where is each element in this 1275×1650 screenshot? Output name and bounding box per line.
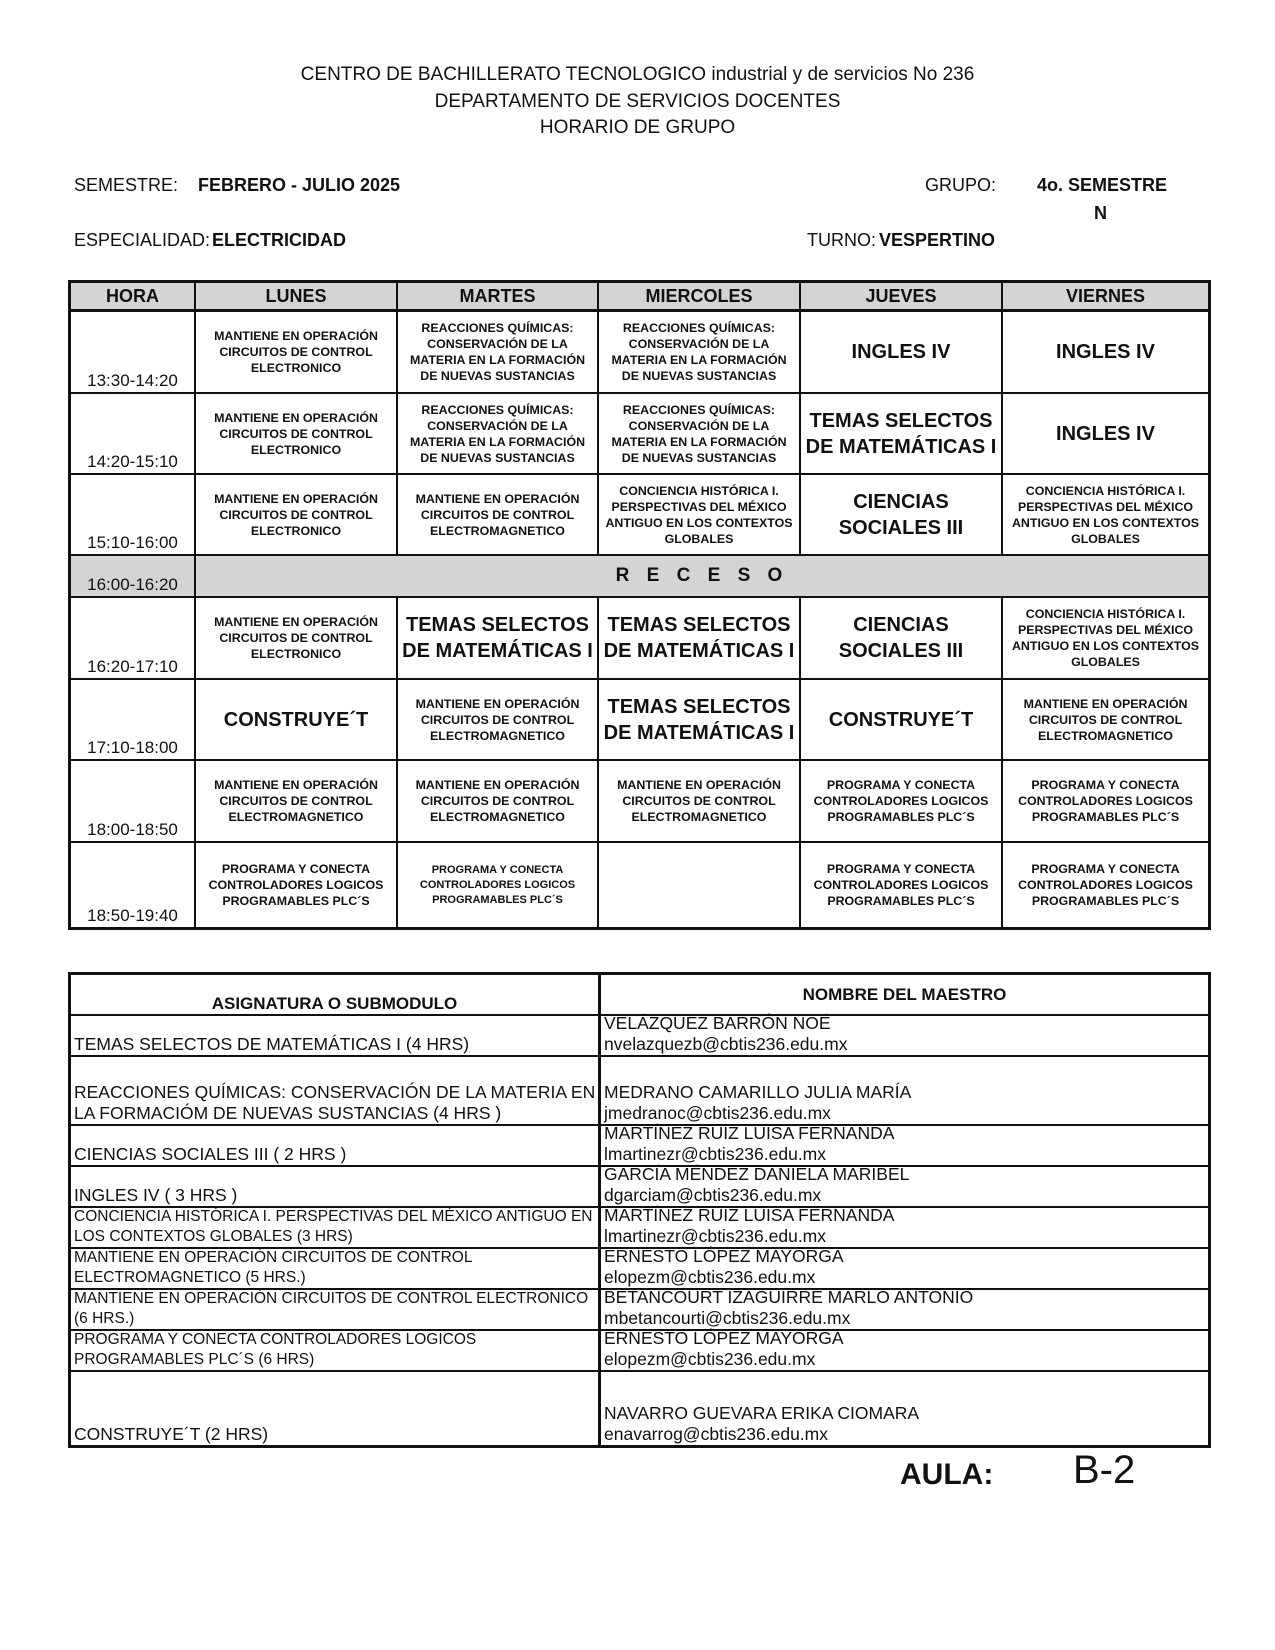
teacher-email: nvelazquezb@cbtis236.edu.mx — [604, 1034, 848, 1054]
class-cell: REACCIONES QUÍMICAS: CONSERVACIÓN DE LA MATERIA EN LA FORMACIÓN DE NUEVAS SUSTANCIAS — [398, 312, 599, 394]
teacher-cell — [601, 1287, 1208, 1331]
class-cell: CIENCIAS SOCIALES III — [801, 598, 1003, 680]
subject-cell: CONSTRUYE´T (2 HRS) — [71, 1372, 601, 1445]
class-cell: TEMAS SELECTOS DE MATEMÁTICAS I — [599, 598, 801, 680]
teacher-cell — [601, 1328, 1208, 1372]
class-cell — [599, 843, 801, 927]
subject-cell: PROGRAMA Y CONECTA CONTROLADORES LOGICOS PROGRAMABLES PLC´S (6 HRS) — [71, 1331, 601, 1372]
especialidad-value: ELECTRICIDAD — [212, 230, 346, 250]
teacher-name: NAVARRO GUEVARA ERIKA CIOMARA — [604, 1403, 920, 1423]
grupo-letter: N — [1094, 203, 1107, 223]
teacher-cell — [601, 1013, 1208, 1057]
teacher-name: MEDRANO CAMARILLO JULIA MARÍA — [604, 1082, 912, 1102]
time-slot: 16:00-16:20 — [71, 556, 196, 598]
class-cell: MANTIENE EN OPERACIÓN CIRCUITOS DE CONTROL ELECTRONICO — [196, 394, 398, 475]
class-cell: CONCIENCIA HISTÓRICA I. PERSPECTIVAS DEL MÉXICO ANTIGUO EN LOS CONTEXTOS GLOBALES — [599, 475, 801, 556]
aula-value: B-2 — [1073, 1448, 1136, 1492]
turno-label: TURNO: — [807, 230, 876, 250]
teacher-email: lmartinezr@cbtis236.edu.mx — [604, 1226, 827, 1246]
class-cell: REACCIONES QUÍMICAS: CONSERVACIÓN DE LA MATERIA EN LA FORMACIÓN DE NUEVAS SUSTANCIAS — [599, 394, 801, 475]
subject-header: ASIGNATURA O SUBMODULO — [71, 975, 601, 1016]
class-cell: PROGRAMA Y CONECTA CONTROLADORES LOGICOS PROGRAMABLES PLC´S — [196, 843, 398, 927]
header-miercoles: MIERCOLES — [599, 283, 801, 312]
schedule-table — [68, 280, 1211, 930]
class-cell: CONSTRUYE´T — [801, 680, 1003, 761]
department-name: DEPARTAMENTO DE SERVICIOS DOCENTES — [434, 91, 841, 112]
teacher-email: mbetancourti@cbtis236.edu.mx — [604, 1308, 851, 1328]
subject-cell: TEMAS SELECTOS DE MATEMÁTICAS I (4 HRS) — [71, 1016, 601, 1057]
teachers-table — [68, 972, 1211, 1448]
class-cell: CIENCIAS SOCIALES III — [801, 475, 1003, 556]
teacher-email: elopezm@cbtis236.edu.mx — [604, 1267, 816, 1287]
especialidad-label: ESPECIALIDAD: — [74, 230, 211, 250]
header-jueves: JUEVES — [801, 283, 1003, 312]
teacher-email: dgarciam@cbtis236.edu.mx — [604, 1185, 822, 1205]
teacher-cell — [601, 1123, 1208, 1167]
header-lunes: LUNES — [196, 283, 398, 312]
teacher-name: MARTÍNEZ RUIZ LUISA FERNANDA — [604, 1123, 895, 1143]
time-slot: 13:30-14:20 — [71, 312, 196, 394]
class-cell: MANTIENE EN OPERACIÓN CIRCUITOS DE CONTROL ELECTRONICO — [196, 312, 398, 394]
class-cell: REACCIONES QUÍMICAS: CONSERVACIÓN DE LA MATERIA EN LA FORMACIÓN DE NUEVAS SUSTANCIAS — [398, 394, 599, 475]
subject-cell: CIENCIAS SOCIALES III ( 2 HRS ) — [71, 1126, 601, 1167]
class-cell: MANTIENE EN OPERACIÓN CIRCUITOS DE CONTROL ELECTROMAGNETICO — [599, 761, 801, 843]
class-cell: MANTIENE EN OPERACIÓN CIRCUITOS DE CONTROL ELECTROMAGNETICO — [1003, 680, 1208, 761]
teacher-name: GARCÍA MÉNDEZ DANIELA MARIBEL — [604, 1164, 910, 1184]
time-slot: 17:10-18:00 — [71, 680, 196, 761]
class-cell: PROGRAMA Y CONECTA CONTROLADORES LOGICOS PROGRAMABLES PLC´S — [398, 843, 599, 927]
class-cell: REACCIONES QUÍMICAS: CONSERVACIÓN DE LA MATERIA EN LA FORMACIÓN DE NUEVAS SUSTANCIAS — [599, 312, 801, 394]
teacher-cell — [601, 1372, 1208, 1445]
header-martes: MARTES — [398, 283, 599, 312]
teacher-email: enavarrog@cbtis236.edu.mx — [604, 1424, 828, 1444]
subject-cell: INGLES IV ( 3 HRS ) — [71, 1167, 601, 1208]
semestre-label: SEMESTRE: — [74, 175, 179, 195]
grupo-value: 4o. SEMESTRE — [1037, 175, 1168, 195]
teacher-name: VELÁZQUEZ BARRÓN NOÉ — [604, 1013, 831, 1033]
teacher-email: lmartinezr@cbtis236.edu.mx — [604, 1144, 827, 1164]
class-cell: MANTIENE EN OPERACIÓN CIRCUITOS DE CONTROL ELECTRONICO — [196, 598, 398, 680]
time-slot: 18:00-18:50 — [71, 761, 196, 843]
teacher-cell — [601, 1246, 1208, 1290]
teacher-cell — [601, 1205, 1208, 1249]
header-viernes: VIERNES — [1003, 283, 1208, 312]
class-cell: MANTIENE EN OPERACIÓN CIRCUITOS DE CONTROL ELECTROMAGNETICO — [398, 475, 599, 556]
class-cell: MANTIENE EN OPERACIÓN CIRCUITOS DE CONTROL ELECTRONICO — [196, 475, 398, 556]
aula-label: AULA: — [900, 1458, 994, 1491]
class-cell: TEMAS SELECTOS DE MATEMÁTICAS I — [398, 598, 599, 680]
subject-cell: CONCIENCIA HISTÓRICA I. PERSPECTIVAS DEL MÉXICO ANTIGUO EN LOS CONTEXTOS GLOBALES (3 HRS) — [71, 1208, 601, 1249]
class-cell: INGLES IV — [1003, 394, 1208, 475]
teacher-email: elopezm@cbtis236.edu.mx — [604, 1349, 816, 1369]
turno-value: VESPERTINO — [879, 230, 996, 250]
subject-cell: MANTIENE EN OPERACIÓN CIRCUITOS DE CONTROL ELECTRONICO (6 HRS.) — [71, 1290, 601, 1331]
document-title: HORARIO DE GRUPO — [539, 117, 736, 138]
class-cell: INGLES IV — [1003, 312, 1208, 394]
time-slot: 16:20-17:10 — [71, 598, 196, 680]
class-cell: MANTIENE EN OPERACIÓN CIRCUITOS DE CONTROL ELECTROMAGNETICO — [196, 761, 398, 843]
grupo-label: GRUPO: — [925, 175, 997, 195]
time-slot: 15:10-16:00 — [71, 475, 196, 556]
header-hora: HORA — [71, 283, 196, 312]
teacher-name: MARTÍNEZ RUIZ LUISA FERNANDA — [604, 1205, 895, 1225]
class-cell: MANTIENE EN OPERACIÓN CIRCUITOS DE CONTROL ELECTROMAGNETICO — [398, 761, 599, 843]
teacher-cell — [601, 1164, 1208, 1208]
class-cell: TEMAS SELECTOS DE MATEMÁTICAS I — [801, 394, 1003, 475]
recess-banner: R E C E S O — [196, 556, 1208, 598]
class-cell: PROGRAMA Y CONECTA CONTROLADORES LOGICOS PROGRAMABLES PLC´S — [1003, 761, 1208, 843]
class-cell: INGLES IV — [801, 312, 1003, 394]
class-cell: PROGRAMA Y CONECTA CONTROLADORES LOGICOS PROGRAMABLES PLC´S — [801, 843, 1003, 927]
class-cell: TEMAS SELECTOS DE MATEMÁTICAS I — [599, 680, 801, 761]
teacher-cell — [601, 1057, 1208, 1126]
semestre-value: FEBRERO - JULIO 2025 — [198, 175, 401, 195]
class-cell: CONCIENCIA HISTÓRICA I. PERSPECTIVAS DEL MÉXICO ANTIGUO EN LOS CONTEXTOS GLOBALES — [1003, 598, 1208, 680]
teacher-name: ERNESTO LÓPEZ MAYORGA — [604, 1328, 844, 1348]
teacher-header: NOMBRE DEL MAESTRO — [601, 975, 1208, 1016]
teacher-email: jmedranoc@cbtis236.edu.mx — [604, 1103, 831, 1123]
subject-cell: MANTIENE EN OPERACIÓN CIRCUITOS DE CONTROL ELECTROMAGNETICO (5 HRS.) — [71, 1249, 601, 1290]
time-slot: 14:20-15:10 — [71, 394, 196, 475]
school-name: CENTRO DE BACHILLERATO TECNOLOGICO industrial y de servicios No 236 — [300, 64, 975, 85]
teacher-name: ERNESTO LÓPEZ MAYORGA — [604, 1246, 844, 1266]
class-cell: PROGRAMA Y CONECTA CONTROLADORES LOGICOS PROGRAMABLES PLC´S — [1018, 862, 1193, 908]
teacher-name: BETANCOURT IZAGUIRRE MARLO ANTONIO — [604, 1287, 974, 1307]
class-cell: CONCIENCIA HISTÓRICA I. PERSPECTIVAS DEL MÉXICO ANTIGUO EN LOS CONTEXTOS GLOBALES — [1003, 475, 1208, 556]
time-slot: 18:50-19:40 — [71, 843, 196, 927]
class-cell: CONSTRUYE´T — [196, 680, 398, 761]
subject-cell: REACCIONES QUÍMICAS: CONSERVACIÓN DE LA MATERIA EN LA FORMACIÓM DE NUEVAS SUSTANCIAS (4 HRS ) — [71, 1057, 601, 1126]
class-cell: MANTIENE EN OPERACIÓN CIRCUITOS DE CONTROL ELECTROMAGNETICO — [398, 680, 599, 761]
class-cell: PROGRAMA Y CONECTA CONTROLADORES LOGICOS PROGRAMABLES PLC´S — [801, 761, 1003, 843]
